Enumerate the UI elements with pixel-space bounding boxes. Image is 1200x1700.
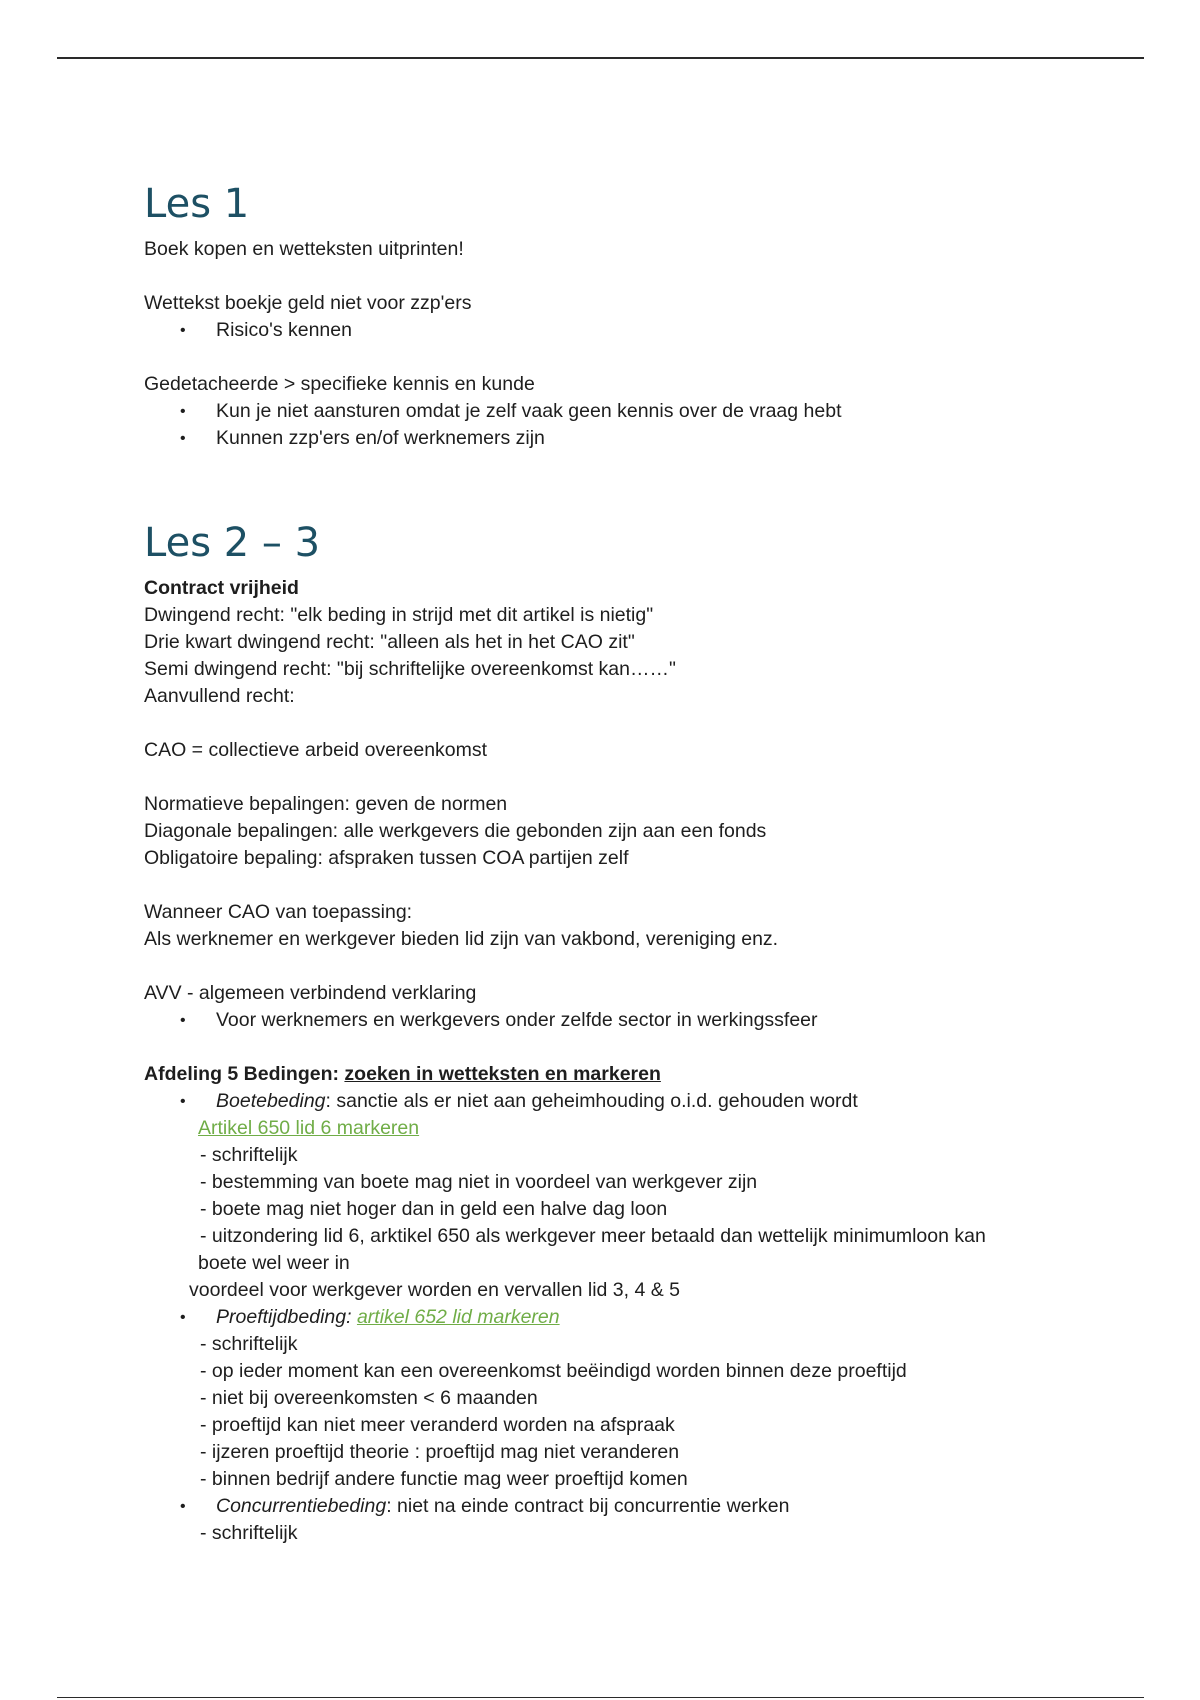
- paragraph: Boek kopen en wetteksten uitprinten!: [144, 238, 464, 260]
- paragraph: Aanvullend recht:: [144, 685, 295, 707]
- bullet-icon: •: [180, 403, 186, 420]
- boete-link-line: [144, 1115, 1044, 1142]
- list-item: • Kun je niet aansturen omdat je zelf vaak geen kennis over de vraag hebt: [144, 398, 1044, 425]
- paragraph: Drie kwart dwingend recht: "alleen als het in het CAO zit": [144, 631, 635, 653]
- paragraph: Als werknemer en werkgever bieden lid zijn van vakbond, vereniging enz.: [144, 928, 779, 950]
- list-item: • Risico's kennen: [144, 317, 1044, 344]
- subheading: Contract vrijheid: [144, 577, 299, 599]
- sub-item: - schriftelijk: [200, 1144, 298, 1166]
- document-body: [144, 178, 1044, 1547]
- header-rule: [57, 57, 1144, 59]
- bullet-list: [144, 1007, 1044, 1034]
- sub-item: - schriftelijk: [200, 1522, 298, 1544]
- bullet-icon: •: [180, 322, 186, 339]
- paragraph: Dwingend recht: "elk beding in strijd met dit artikel is nietig": [144, 604, 654, 626]
- bullet-icon: •: [180, 430, 186, 447]
- sub-item: - bestemming van boete mag niet in voordeel van werkgever zijn: [200, 1171, 758, 1193]
- sub-item: - boete mag niet hoger dan in geld een halve dag loon: [200, 1198, 668, 1220]
- sub-item: - ijzeren proeftijd theorie : proeftijd mag niet veranderen: [200, 1441, 680, 1463]
- paragraph: AVV - algemeen verbindend verklaring: [144, 982, 477, 1004]
- bullet-icon: •: [180, 1012, 186, 1029]
- bullet-list: [144, 398, 1044, 452]
- paragraph: Diagonale bepalingen: alle werkgevers die gebonden zijn aan een fonds: [144, 820, 767, 842]
- sub-item-continued: boete wel weer in: [198, 1252, 350, 1274]
- bedingen-list: [144, 1088, 1044, 1115]
- bullet-list: [144, 317, 1044, 344]
- list-item-boetebeding: • Boetebeding: sanctie als er niet aan geheimhouding o.i.d. gehouden wordt: [144, 1088, 1044, 1115]
- bullet-icon: •: [180, 1309, 186, 1326]
- heading-les-1: Les 1: [144, 181, 250, 227]
- list-item-concurrentiebeding: • Concurrentiebeding: niet na einde contract bij concurrentie werken: [144, 1493, 1044, 1520]
- boete-article-link[interactable]: Artikel 650 lid 6 markeren: [198, 1117, 420, 1139]
- sub-item: - proeftijd kan niet meer veranderd worden na afspraak: [200, 1414, 675, 1436]
- bedingen-list: [144, 1493, 1044, 1520]
- sub-item: - uitzondering lid 6, arktikel 650 als werkgever meer betaald dan wettelijk minimumloon kan: [200, 1225, 986, 1247]
- bullet-icon: •: [180, 1498, 186, 1515]
- footer-rule: [57, 1697, 1144, 1698]
- paragraph: Wanneer CAO van toepassing:: [144, 901, 413, 923]
- list-item: • Voor werknemers en werkgevers onder zelfde sector in werkingssfeer: [144, 1007, 1044, 1034]
- paragraph: Wettekst boekje geld niet voor zzp'ers: [144, 292, 472, 314]
- sub-item: - binnen bedrijf andere functie mag weer proeftijd komen: [200, 1468, 688, 1490]
- bullet-icon: •: [180, 1093, 186, 1110]
- heading-les-2-3: Les 2 – 3: [144, 520, 321, 566]
- list-item: • Kunnen zzp'ers en/of werknemers zijn: [144, 425, 1044, 452]
- list-item-proeftijdbeding: • Proeftijdbeding: artikel 652 lid markeren: [144, 1304, 1044, 1331]
- afdeling-underlined: zoeken in wetteksten en markeren: [344, 1063, 661, 1085]
- paragraph: Normatieve bepalingen: geven de normen: [144, 793, 508, 815]
- bedingen-list: [144, 1304, 1044, 1331]
- paragraph: CAO = collectieve arbeid overeenkomst: [144, 739, 488, 761]
- sub-item: - op ieder moment kan een overeenkomst beëindigd worden binnen deze proeftijd: [200, 1360, 907, 1382]
- proef-article-link[interactable]: artikel 652 lid markeren: [356, 1306, 560, 1328]
- paragraph: Semi dwingend recht: "bij schriftelijke overeenkomst kan……": [144, 658, 676, 680]
- sub-item-continued: voordeel voor werkgever worden en vervallen lid 3, 4 & 5: [189, 1279, 681, 1301]
- sub-item: - niet bij overeenkomsten < 6 maanden: [200, 1387, 538, 1409]
- sub-item: - schriftelijk: [200, 1333, 298, 1355]
- subheading-afdeling: Afdeling 5 Bedingen: zoeken in wetteksten en markeren: [144, 1063, 661, 1085]
- paragraph: Gedetacheerde > specifieke kennis en kunde: [144, 373, 535, 395]
- paragraph: Obligatoire bepaling: afspraken tussen COA partijen zelf: [144, 847, 629, 869]
